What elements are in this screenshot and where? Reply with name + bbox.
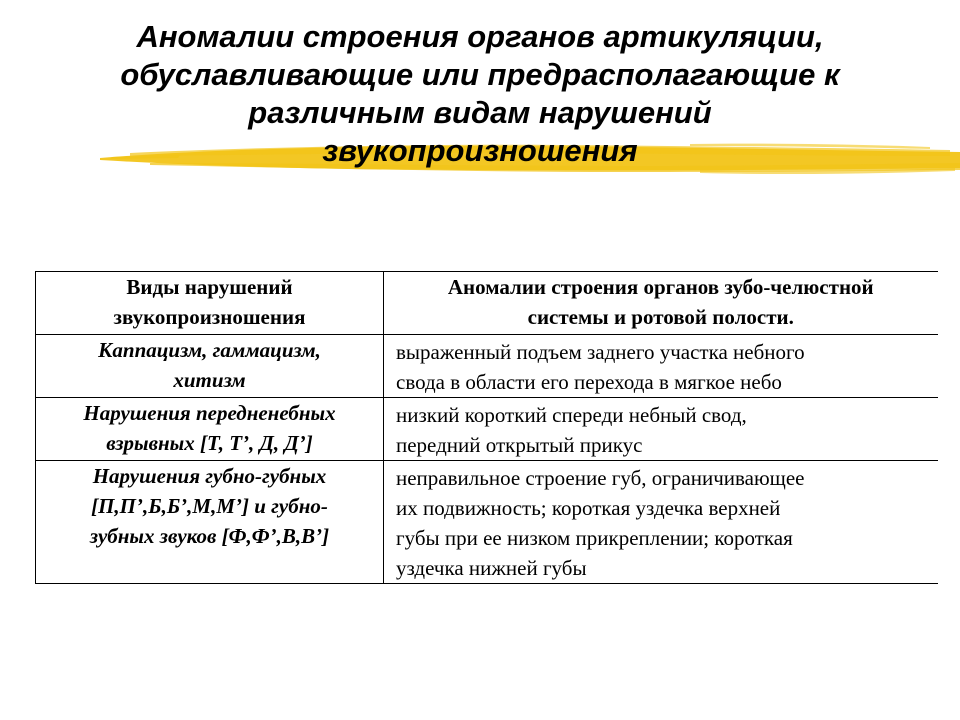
table-header-row [36,272,938,335]
header-text: Виды нарушений [126,275,293,299]
header-text: системы и ротовой полости. [527,305,794,329]
cell-text: низкий короткий спереди небный свод, [396,403,747,427]
header-text: звукопроизношения [113,305,306,329]
cell-text: Нарушения передненебных [83,401,336,425]
cell-text: зубных звуков [Ф,Ф’,В,В’] [89,524,330,548]
violation-type-cell [36,461,384,584]
cell-text: выраженный подъем заднего участка небного [396,340,805,364]
title-line: различным видам нарушений [248,95,712,130]
cell-text: уздечка нижней губы [396,556,587,580]
title-line: звукопроизношения [322,133,638,168]
table-row [36,398,938,461]
cell-text: хитизм [173,368,246,392]
header-anomalies [384,272,938,335]
cell-text: их подвижность; короткая уздечка верхней [396,496,781,520]
anomaly-cell [384,335,938,398]
table-row [36,461,938,584]
cell-text: неправильное строение губ, ограничивающее [396,466,805,490]
cell-text: передний открытый прикус [396,433,643,457]
slide-title [40,18,920,170]
cell-text: свода в области его перехода в мягкое небо [396,370,782,394]
anomaly-cell [384,398,938,461]
cell-text: Каппацизм, гаммацизм, [98,338,321,362]
title-line: обуславливающие или предрасполагающие к [120,57,840,92]
cell-text: губы при ее низком прикреплении; короткая [396,526,793,550]
header-text: Аномалии строения органов зубо-челюстной [447,275,874,299]
violation-type-cell [36,398,384,461]
violation-type-cell [36,335,384,398]
anomaly-cell [384,461,938,584]
cell-text: Нарушения губно-губных [92,464,327,488]
table-row [36,335,938,398]
title-line: Аномалии строения органов артикуляции, [136,19,824,54]
cell-text: [П,П’,Б,Б’,М,М’] и губно- [91,494,328,518]
cell-text: взрывных [Т, Т’, Д, Д’] [106,431,313,455]
header-violation-types [36,272,384,335]
anomalies-table [35,271,937,584]
